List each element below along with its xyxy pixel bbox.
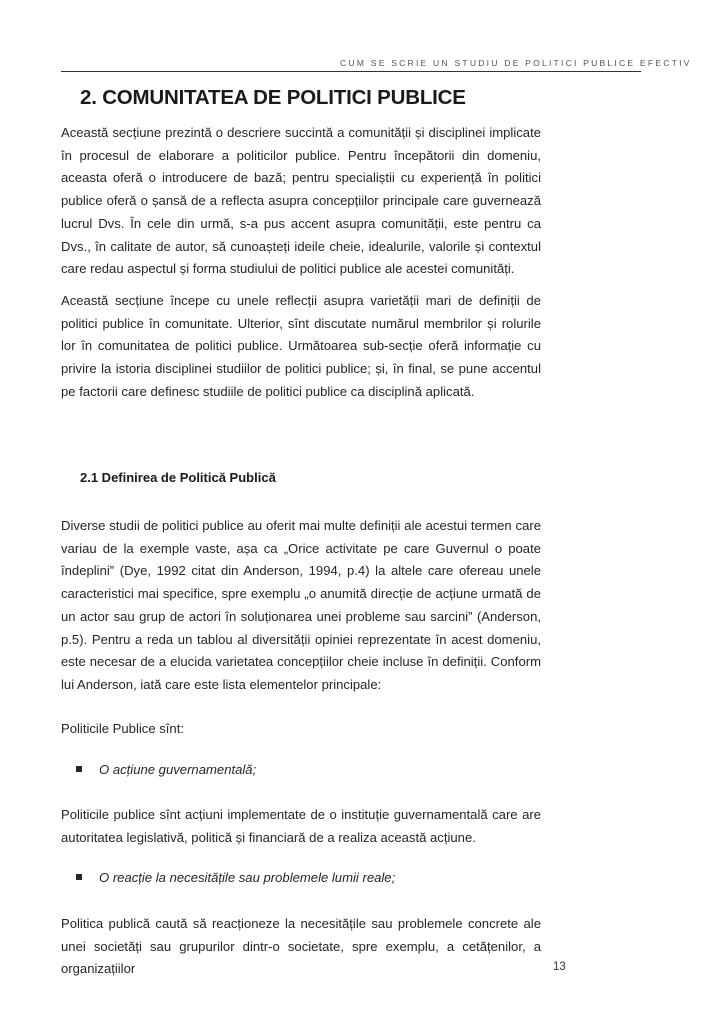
bullet-explanation-2: Politica publică caută să reacționeze la necesitățile sau problemele concrete ale unei societăți sau grupurilor dintr-o societate, spre exemplu, a cetățenilor, a organizațiilor: [61, 916, 541, 977]
square-bullet-icon: [76, 874, 82, 880]
intro-paragraph-1: Această secțiune prezintă o descriere succintă a comunității și disciplinei implicate în procesul de elaborare a politicilor publice. Pentru începătorii din domeniu, aceasta oferă o introducere de bază; pentru specialiștii cu experiență în politici publice oferă o șansă de a reflecta asupra concepțiilor principale care guvernează lucrul Dvs. În cele din urmă, s-a pus accent asupra comunității, este pentru ca Dvs., în calitate de autor, să cunoașteți ideile cheie, idealurile, valorile și contextul care redau aspectul și forma studiului de politici publice ale acestei comunități.: [61, 125, 541, 277]
chapter-title: 2. COMUNITATEA DE POLITICI PUBLICE: [80, 86, 466, 109]
bullet-text: O reacție la necesitățile sau problemele lumii reale;: [99, 870, 396, 885]
bullet-item-1: [76, 762, 256, 777]
page-number: 13: [553, 961, 566, 973]
bullet-item-2: [76, 870, 395, 885]
list-intro: Politicile Publice sînt:: [61, 721, 184, 736]
bullet-text: O acțiune guvernamentală;: [99, 762, 257, 777]
header-rule: [61, 71, 641, 72]
section-heading: 2.1 Definirea de Politică Publică: [80, 470, 276, 485]
intro-paragraph-2: Această secțiune începe cu unele reflecții asupra varietății mari de definiții de politici publice în comunitate. Ulterior, sînt discutate numărul membrilor și rolurile lor în comunitatea de politici publice. Următoarea sub-secție oferă informație cu privire la istoria disciplinei studiilor de politici publice; și, în final, se pune accentul pe factorii care definesc studiile de politici publice ca disciplină aplicată.: [61, 293, 541, 399]
running-header: CUM SE SCRIE UN STUDIU DE POLITICI PUBLICE EFECTIV: [340, 58, 692, 68]
square-bullet-icon: [76, 766, 82, 772]
definition-paragraph: Diverse studii de politici publice au oferit mai multe definiții ale acestui termen care variau de la exemple vaste, așa ca „Orice activitate pe care Guvernul o poate îndeplini” (Dye, 1992 citat din Anderson, 1994, p.4) la altele care ofereau unele caracteristici mai specifice, spre exemplu „o anumită direcție de acțiune urmată de un actor sau grup de actori în soluționarea unei probleme sau sarcini” (Anderson, p.5). Pentru a reda un tablou al diversității opiniei reprezentate în acest domeniu, este necesar de a elucida varietatea concepțiilor cheie incluse în definiții. Conform lui Anderson, iată care este lista elementelor principale:: [61, 518, 541, 692]
bullet-explanation-1: Politicile publice sînt acțiuni implementate de o instituție guvernamentală care are autoritatea legislativă, politică și financiară de a realiza această acțiune.: [61, 807, 541, 845]
